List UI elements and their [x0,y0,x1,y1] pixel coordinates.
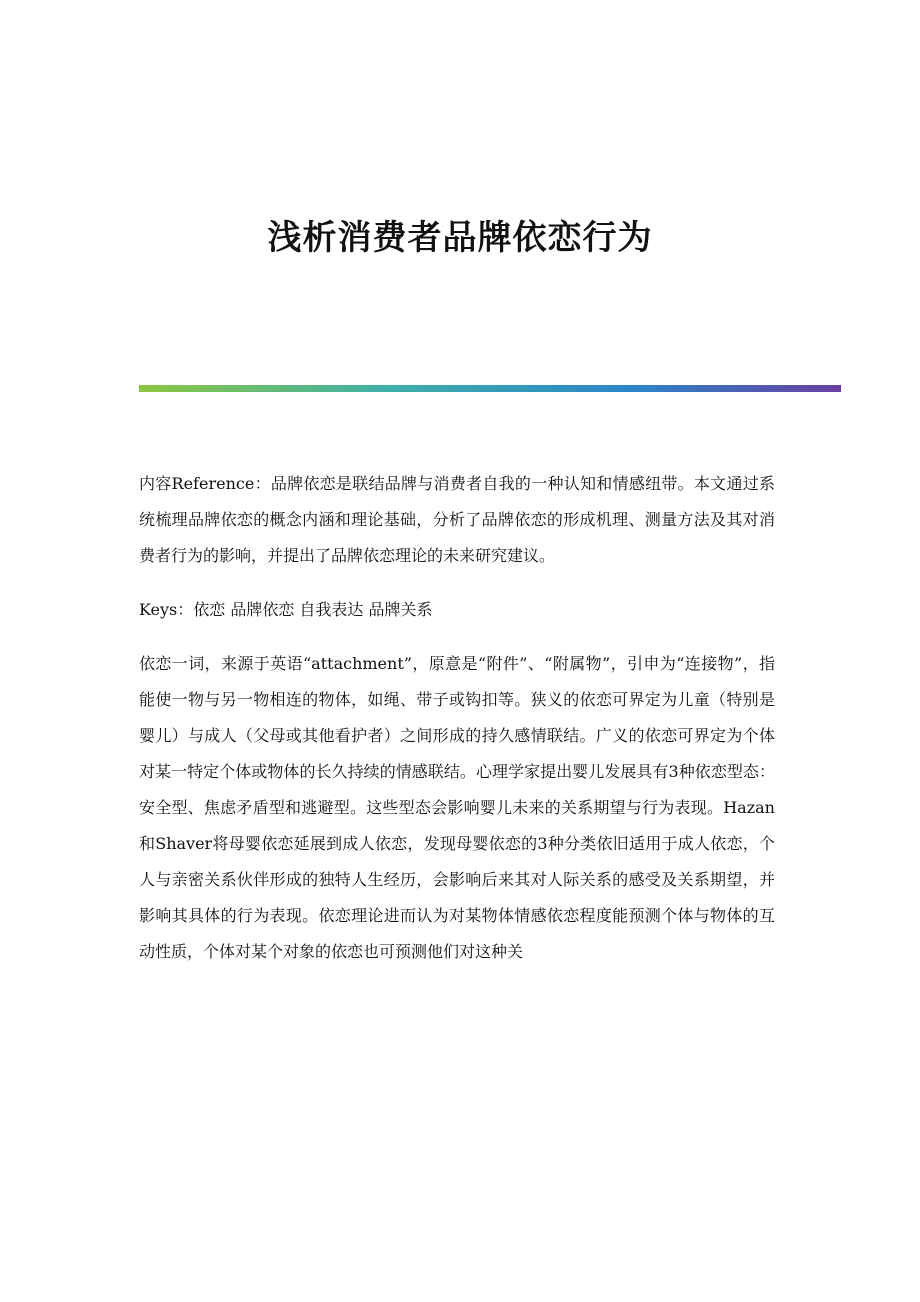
abstract-paragraph: 内容Reference：品牌依恋是联结品牌与消费者自我的一种认知和情感纽带。本文通过系统梳理品牌依恋的概念内涵和理论基础，分析了品牌依恋的形成机理、测量方法及其对消费者行为的影响，并提出了品牌依恋理论的未来研究建议。 [139,474,775,565]
body-paragraph: 依恋一词，来源于英语“attachment”，原意是“附件”、“附属物”，引申为“连接物”，指能使一物与另一物相连的物体，如绳、带子或钩扣等。狭义的依恋可界定为儿童（特别是婴儿）与成人（父母或其他看护者）之间形成的持久感情联结。广义的依恋可界定为个体对某一特定个体或物体的长久持续的情感联结。心理学家提出婴儿发展具有3种依恋型态：安全型、焦虑矛盾型和逃避型。这些型态会影响婴儿未来的关系期望与行为表现。Hazan和Shaver将母婴依恋延展到成人依恋，发现母婴依恋的3种分类依旧适用于成人依恋，个人与亲密关系伙伴形成的独特人生经历，会影响后来其对人际关系的感受及关系期望，并影响其具体的行为表现。依恋理论进而认为对某物体情感依恋程度能预测个体与物体的互动性质，个体对某个对象的依恋也可预测他们对这种关 [139,654,775,961]
document-title: 浅析消费者品牌依恋行为 [267,218,653,258]
keywords-line: Keys：依恋 品牌依恋 自我表达 品牌关系 [139,600,433,619]
document-body [139,466,775,988]
title-divider [139,385,841,392]
